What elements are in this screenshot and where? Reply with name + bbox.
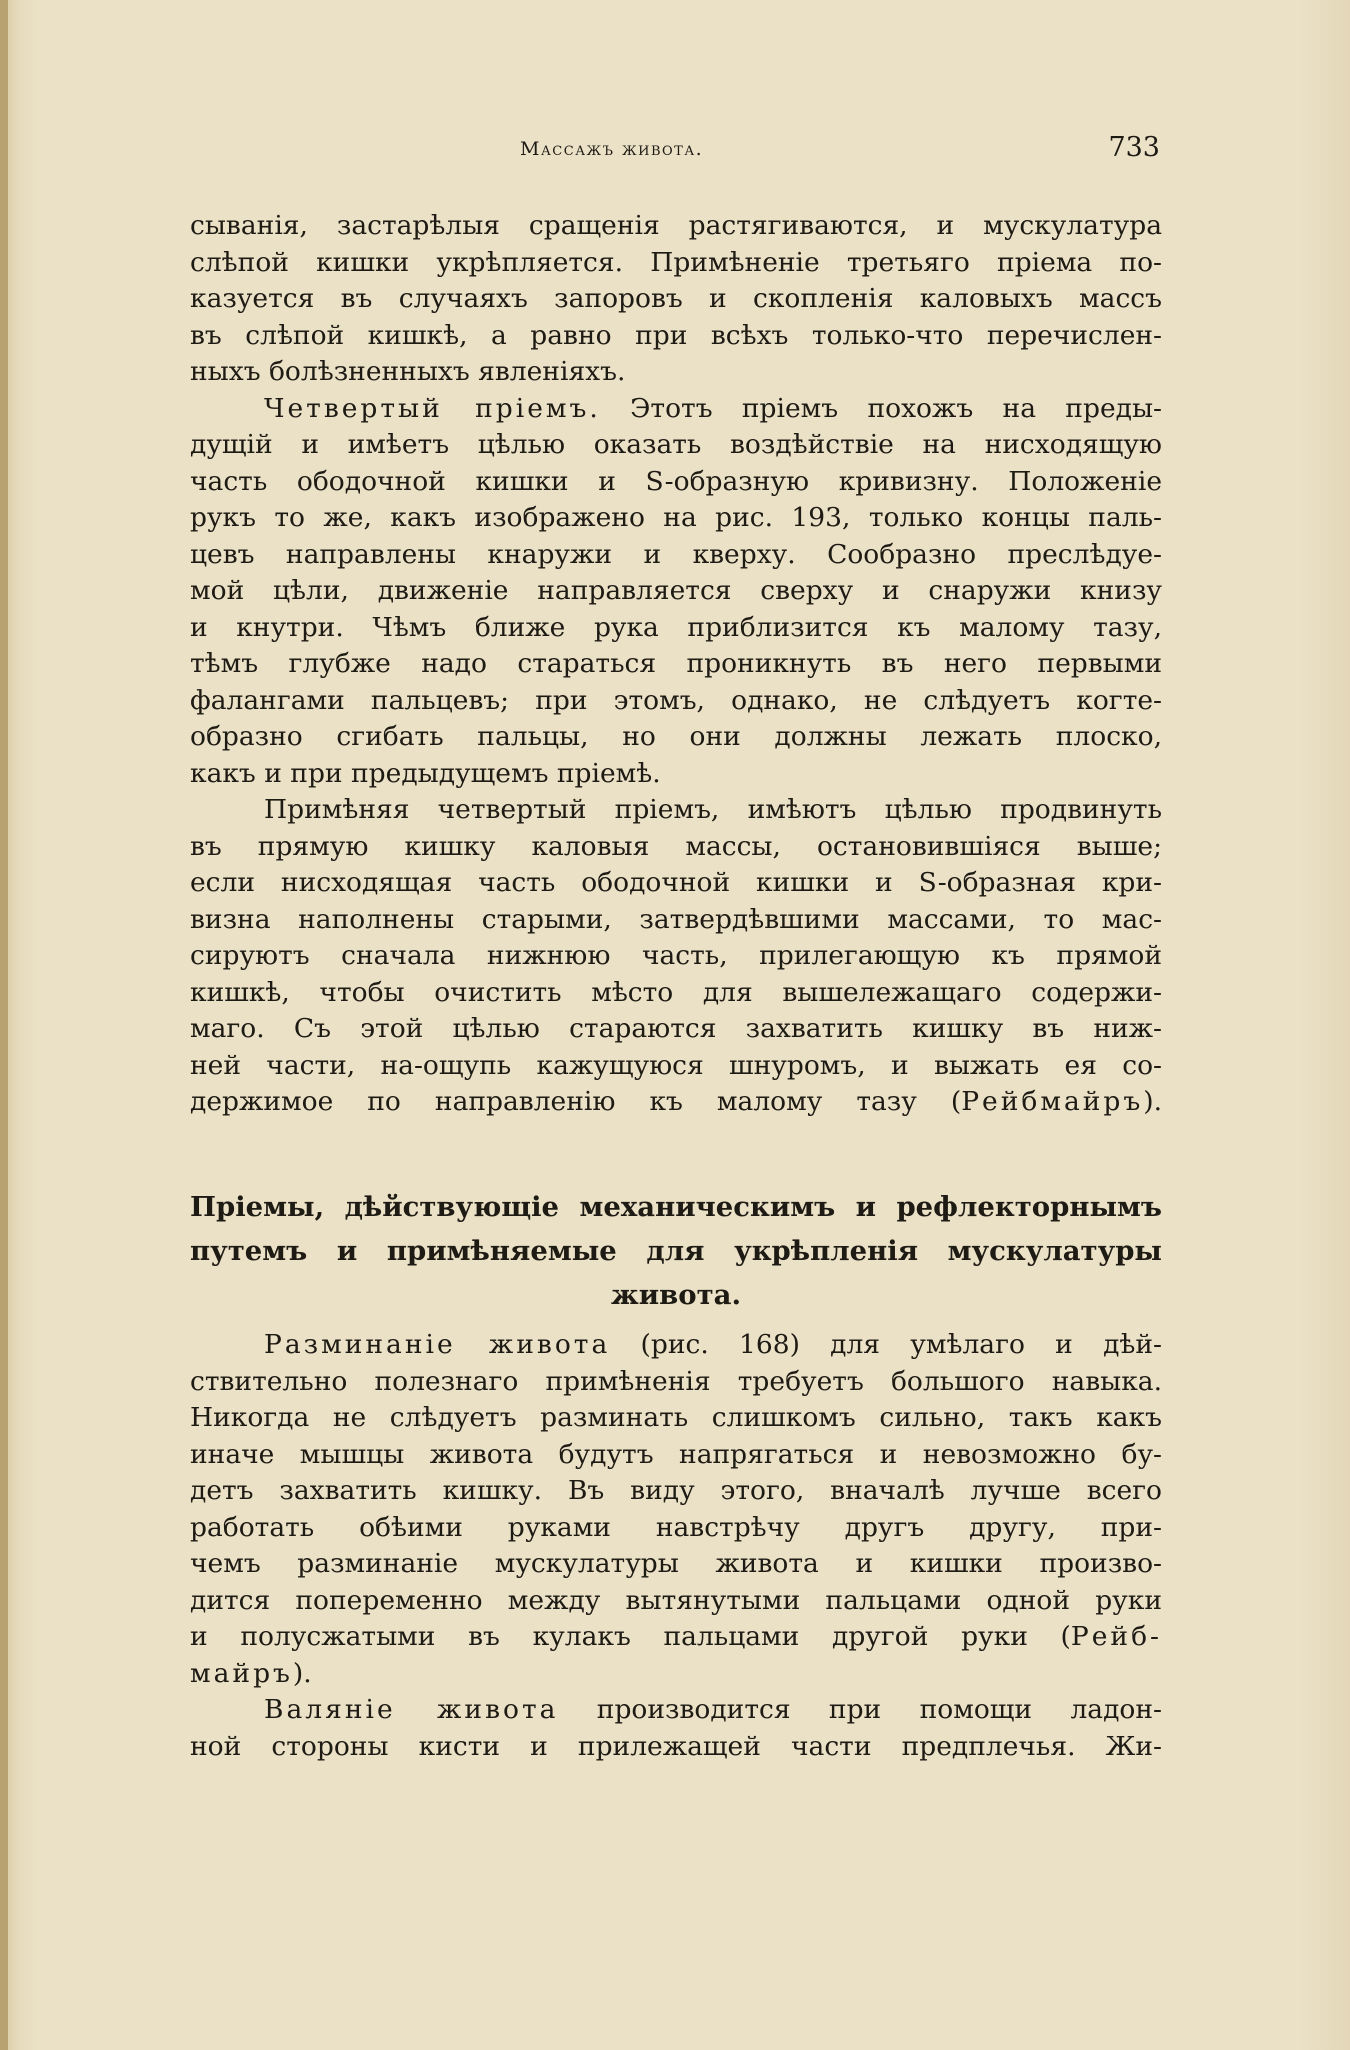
text-line: ствительно полезнаго примѣненія требуетъ большого навыка. [190, 1365, 1162, 1397]
author-name: Рейб- [1070, 1621, 1162, 1652]
text-line: сыванія, застарѣлыя сращенія растягиваются, и мускулатура [190, 210, 1162, 241]
paragraph-last-line [190, 1084, 1162, 1121]
text-run: ). [1143, 1086, 1162, 1117]
text-line: дущій и имѣетъ цѣлью оказать воздѣйствіе на нисходящую [190, 429, 1162, 460]
text-line: въ прямую кишку каловыя массы, остановившіяся выше; [190, 830, 1162, 862]
text-line: мой цѣли, движеніе направляется сверху и снаружи книзу [190, 575, 1162, 606]
heading-line: Пріемы, дѣйствующіе механическимъ и рефлекторнымъ [190, 1191, 1162, 1223]
text-block-upper [190, 208, 1162, 1121]
paragraph-lead: Четвертый пріемъ. [264, 392, 601, 424]
page-spine-edge [0, 0, 8, 2050]
text-line: и кнутри. Чѣмъ ближе рука приблизится къ малому тазу, [190, 611, 1162, 643]
text-line: казуется въ случаяхъ запоровъ и скопленія каловыхъ массъ [190, 283, 1162, 314]
text-line: если нисходящая часть ободочной кишки и S-образная кри- [190, 867, 1162, 898]
running-head: Массажъ живота. [520, 138, 704, 160]
text-line: чемъ разминаніе мускулатуры живота и кишки произво- [190, 1548, 1162, 1579]
text-line: иначе мышцы живота будутъ напрягаться и невозможно бу- [190, 1438, 1162, 1470]
text-line: ной стороны кисти и прилежащей части предплечья. Жи- [190, 1730, 1162, 1762]
text-line: ней части, на-ощупь кажущуюся шнуромъ, и выжать ея со- [190, 1049, 1162, 1081]
author-name: майръ [190, 1657, 293, 1689]
paragraph-last-line [190, 1656, 1162, 1693]
heading-line: путемъ и примѣняемые для укрѣпленія мускулатуры [190, 1235, 1162, 1267]
text-line [190, 1619, 1162, 1656]
text-line: тѣмъ глубже надо стараться проникнуть въ него первыми [190, 648, 1162, 679]
text-block-lower [190, 1327, 1162, 1765]
text-run: и полусжатыми въ кулакъ пальцами другой руки ( [190, 1621, 1071, 1652]
text-line: рукъ то же, какъ изображено на рис. 193, только концы паль- [190, 502, 1162, 533]
text-run: производится при помощи ладон- [558, 1694, 1162, 1725]
text-line: визна наполнены старыми, затвердѣвшими массами, то мас- [190, 903, 1162, 935]
text-line: сируютъ сначала нижнюю часть, прилегающую къ прямой [190, 940, 1162, 971]
text-line: въ слѣпой кишкѣ, а равно при всѣхъ только-что перечислен- [190, 319, 1162, 351]
paragraph-first-line [190, 1692, 1162, 1729]
text-run: ). [292, 1657, 312, 1689]
paragraph-first-line: Примѣняя четвертый пріемъ, имѣютъ цѣлью продвинуть [264, 794, 1162, 825]
paragraph-first-line [190, 1327, 1162, 1364]
text-line: какъ и при предыдущемъ пріемѣ. [190, 757, 661, 789]
page-number: 733 [1108, 132, 1160, 163]
text-line: дится попеременно между вытянутыми пальцами одной руки [190, 1584, 1162, 1616]
paragraph-first-line [190, 391, 1162, 428]
text-line: часть ободочной кишки и S-образную кривизну. Положеніе [190, 465, 1162, 497]
text-line: фалангами пальцевъ; при этомъ, однако, не слѣдуетъ когте- [190, 684, 1162, 716]
text-line: детъ захватить кишку. Въ виду этого, вначалѣ лучше всего [190, 1475, 1162, 1506]
text-line: маго. Съ этой цѣлью стараются захватить кишку въ ниж- [190, 1013, 1162, 1044]
text-line: ныхъ болѣзненныхъ явленіяхъ. [190, 356, 626, 387]
paragraph-lead: Разминаніе живота [264, 1329, 611, 1360]
text-line: кишкѣ, чтобы очистить мѣсто для вышележащаго содержи- [190, 976, 1162, 1008]
author-name: Рейбмайръ [961, 1086, 1144, 1117]
page-header [190, 132, 1160, 172]
text-run: держимое по направленію къ малому тазу ( [190, 1086, 962, 1117]
text-run: (рис. 168) для умѣлаго и дѣй- [610, 1329, 1162, 1360]
text-line: слѣпой кишки укрѣпляется. Примѣненіе третьяго пріема по- [190, 246, 1162, 278]
text-line: образно сгибать пальцы, но они должны лежать плоско, [190, 721, 1162, 752]
text-line: цевъ направлены кнаружи и кверху. Сообразно преслѣдуе- [190, 538, 1162, 570]
heading-line: живота. [610, 1279, 742, 1311]
text-run: Этотъ пріемъ похожъ на преды- [630, 392, 1162, 424]
text-line: Никогда не слѣдуетъ разминать слишкомъ сильно, такъ какъ [190, 1402, 1162, 1433]
section-heading [190, 1185, 1162, 1317]
paragraph-lead: Валяніе живота [264, 1694, 559, 1725]
text-line: работать обѣими руками навстрѣчу другъ другу, при- [190, 1511, 1162, 1543]
